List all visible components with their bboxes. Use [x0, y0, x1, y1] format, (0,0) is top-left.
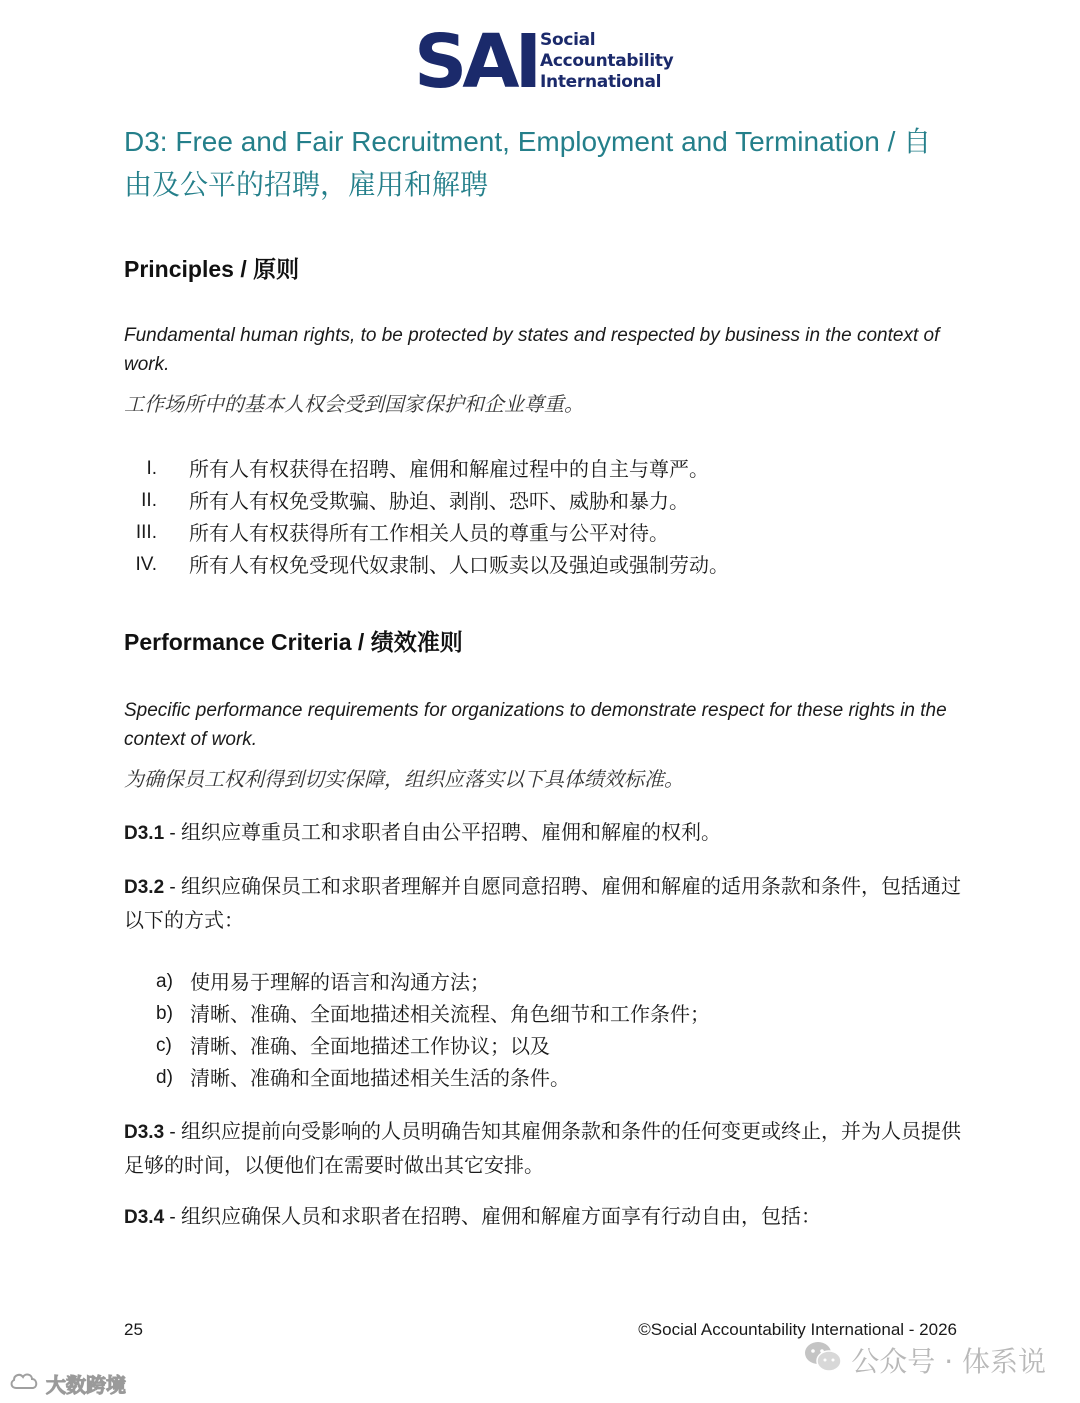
criterion-d3-3: D3.3 - 组织应提前向受影响的人员明确告知其雇佣条款和条件的任何变更或终止，并为人员提供足够的时间，以便他们在需要时做出其它安排。 [124, 1119, 962, 1177]
list-text: 所有人有权免受欺骗、胁迫、剥削、恐吓、威胁和暴力。 [189, 489, 689, 513]
list-text: 清晰、准确、全面地描述工作协议；以及 [190, 1034, 550, 1058]
list-text: 所有人有权获得在招聘、雇佣和解雇过程中的自主与尊严。 [189, 457, 709, 481]
watermark-right [803, 1340, 1046, 1380]
performance-heading: Performance Criteria / 绩效准则 [124, 629, 463, 655]
list-marker: III. [135, 522, 157, 543]
performance-intro-en: Specific performance requirements for organizations to demonstrate respect for these rights in the context of work. [124, 700, 947, 750]
list-marker: c) [156, 1035, 172, 1056]
criterion-d3-4: D3.4 - 组织应确保人员和求职者在招聘、雇佣和解雇方面享有行动自由，包括： [124, 1204, 822, 1228]
list-text: 所有人有权获得所有工作相关人员的尊重与公平对待。 [189, 521, 669, 545]
criterion-text: 组织应确保员工和求职者理解并自愿同意招聘、雇佣和解雇的适用条款和条件，包括通过以下的方式： [124, 874, 962, 932]
list-marker: a) [156, 971, 173, 992]
list-marker: II. [141, 490, 157, 511]
watermark-left-text: 大数跨境 [46, 1372, 126, 1397]
list-text: 使用易于理解的语言和沟通方法； [190, 970, 490, 994]
criterion-code: D3.3 [124, 1122, 165, 1143]
page-number: 25 [124, 1320, 143, 1339]
watermark-right-text: 公众号 · 体系说 [851, 1345, 1046, 1378]
list-marker: d) [156, 1067, 173, 1088]
cloud-logo-icon [8, 1370, 40, 1397]
watermark-left [8, 1368, 126, 1398]
criterion-code: D3.2 [124, 877, 165, 898]
logo-wordmark [540, 30, 673, 93]
sai-logo [414, 19, 674, 105]
copyright-notice: ©Social Accountability International - 2026 [638, 1320, 957, 1339]
wechat-icon [803, 1340, 843, 1381]
criterion-text: 组织应尊重员工和求职者自由公平招聘、雇佣和解雇的权利。 [181, 820, 722, 844]
list-marker: b) [156, 1003, 173, 1024]
logo-line: International [540, 72, 662, 92]
logo-line: Social [540, 30, 596, 50]
logo-line: Accountability [540, 51, 674, 71]
criterion-d3-1: D3.1 - 组织应尊重员工和求职者自由公平招聘、雇佣和解雇的权利。 [124, 820, 722, 844]
principles-intro-en: Fundamental human rights, to be protected by states and respected by business in the context of work. [124, 325, 940, 375]
list-marker: IV. [135, 554, 157, 575]
criterion-code: D3.1 [124, 823, 165, 844]
principles-intro-zh: 工作场所中的基本人权会受到国家保护和企业尊重。 [124, 392, 584, 416]
logo-mark: SAI [414, 19, 538, 105]
criterion-text: 组织应确保人员和求职者在招聘、雇佣和解雇方面享有行动自由，包括： [181, 1204, 822, 1228]
list-text: 清晰、准确和全面地描述相关生活的条件。 [190, 1066, 570, 1090]
list-marker: I. [146, 458, 157, 479]
criterion-d3-2: D3.2 - 组织应确保员工和求职者理解并自愿同意招聘、雇佣和解雇的适用条款和条件，包括通过以下的方式： [124, 874, 962, 932]
list-text: 清晰、准确、全面地描述相关流程、角色细节和工作条件； [190, 1002, 710, 1026]
performance-intro-zh: 为确保员工权利得到切实保障，组织应落实以下具体绩效标准。 [124, 767, 684, 791]
criterion-code: D3.4 [124, 1207, 165, 1228]
document-title: D3: Free and Fair Recruitment, Employment and Termination / 自由及公平的招聘，雇用和解聘 [124, 126, 932, 200]
list-text: 所有人有权免受现代奴隶制、人口贩卖以及强迫或强制劳动。 [189, 553, 729, 577]
criterion-text: 组织应提前向受影响的人员明确告知其雇佣条款和条件的任何变更或终止，并为人员提供足够的时间，以便他们在需要时做出其它安排。 [124, 1119, 962, 1177]
principles-heading: Principles / 原则 [124, 256, 300, 282]
